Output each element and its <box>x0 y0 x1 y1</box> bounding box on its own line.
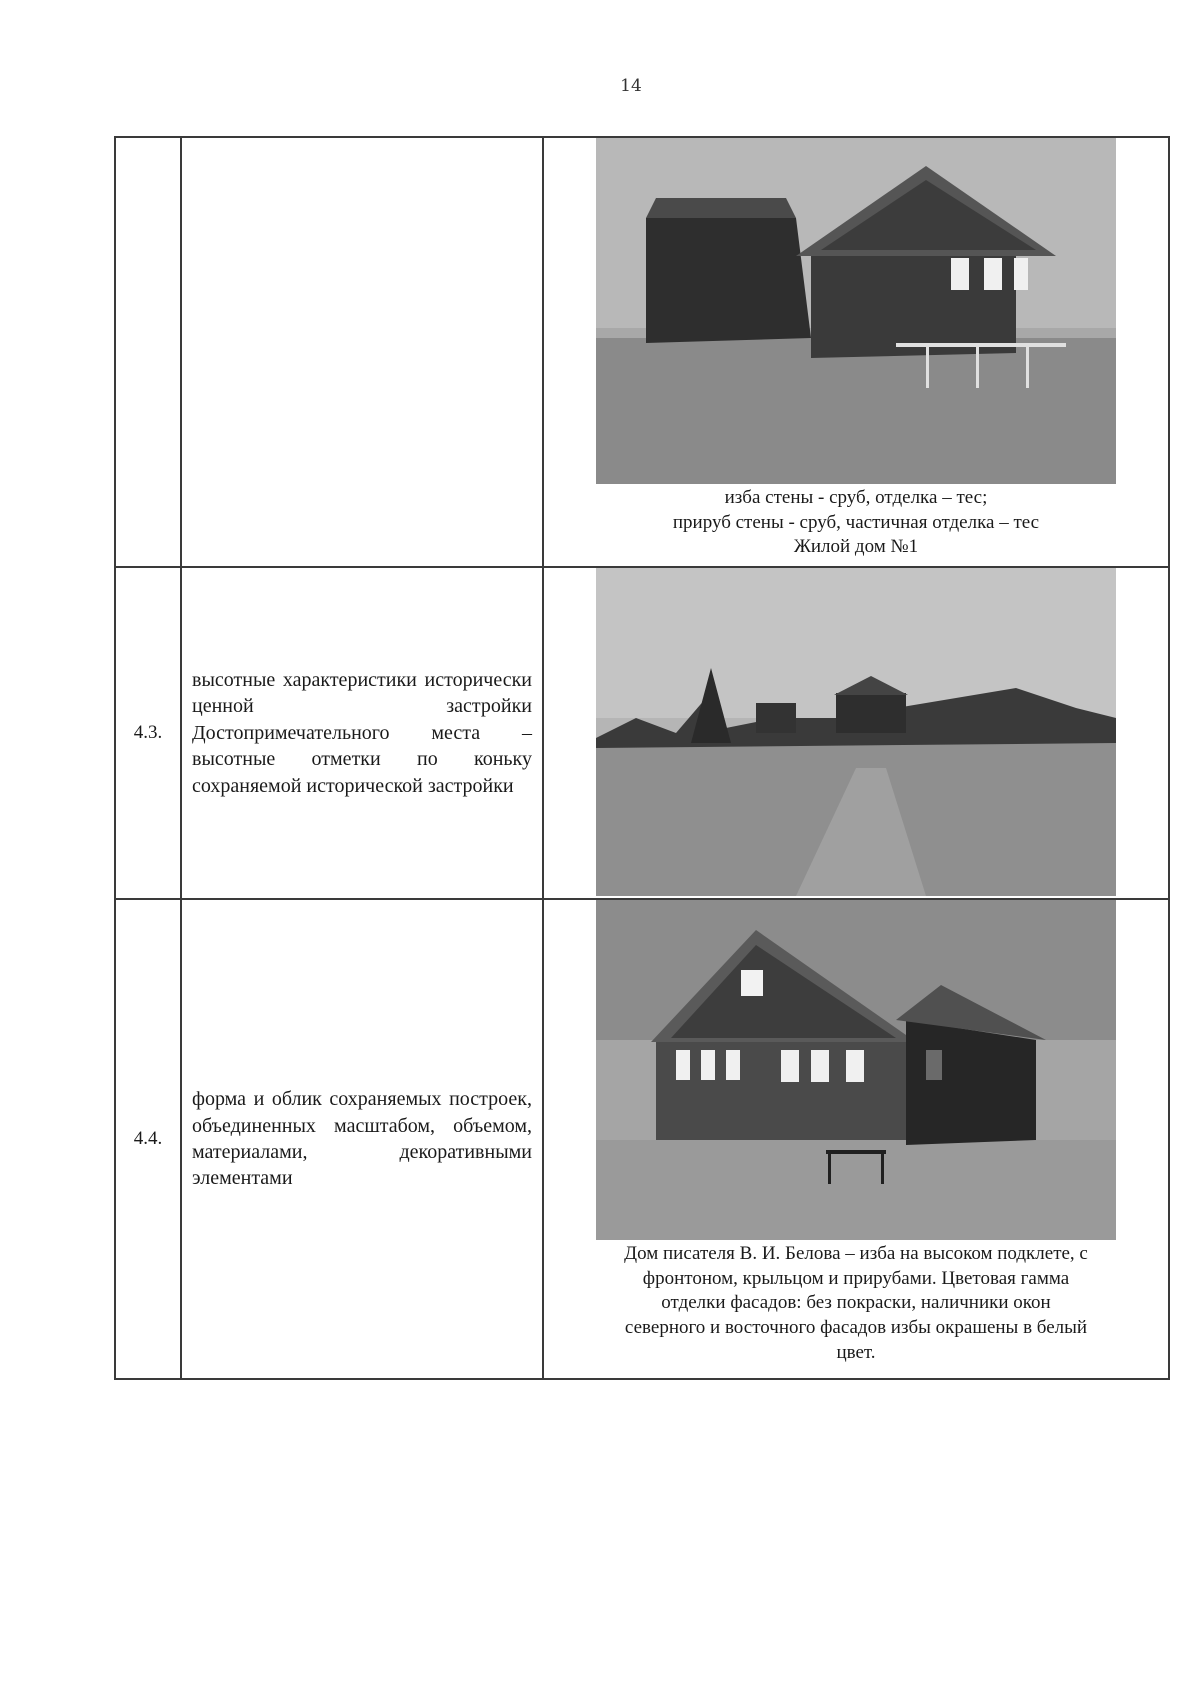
writer-house-photo <box>596 900 1116 1240</box>
page-number: 14 <box>620 76 642 96</box>
caption-line: Дом писателя В. И. Белова – изба на высоком подклете, с <box>624 1243 1088 1264</box>
table-row <box>115 137 1169 567</box>
caption-line: северного и восточного фасадов избы окрашены в белый <box>624 1317 1088 1339</box>
row-number: 4.3. <box>115 567 181 899</box>
caption-line: Жилой дом №1 <box>793 536 919 558</box>
photo-cell <box>543 137 1169 567</box>
caption-line: отделки фасадов: без покраски, наличники окон <box>661 1292 1051 1314</box>
photo-caption <box>544 1240 1168 1365</box>
photo-caption <box>544 484 1168 560</box>
table-row <box>115 567 1169 899</box>
caption-line: фронтоном, крыльцом и прирубами. Цветовая гамма <box>642 1267 1070 1289</box>
row-description: высотные характеристики исторически ценной застройки Достопримечательного места – высотные отметки по коньку сохраняемой исторической застройки <box>181 567 543 899</box>
caption-line: изба стены - сруб, отделка – тес; <box>724 487 988 508</box>
row-number: 4.4. <box>115 899 181 1379</box>
row-number <box>115 137 181 567</box>
photo-cell <box>543 567 1169 899</box>
caption-line: цвет. <box>836 1341 876 1363</box>
village-landscape-photo <box>596 568 1116 896</box>
row-description: форма и облик сохраняемых построек, объединенных масштабом, объемом, материалами, декоративными элементами <box>181 899 543 1379</box>
row-description <box>181 137 543 567</box>
table-row <box>115 899 1169 1379</box>
photo-cell <box>543 899 1169 1379</box>
caption-line: прируб стены - сруб, частичная отделка – тес <box>672 511 1040 533</box>
heritage-table <box>114 136 1170 1380</box>
log-house-photo <box>596 138 1116 484</box>
